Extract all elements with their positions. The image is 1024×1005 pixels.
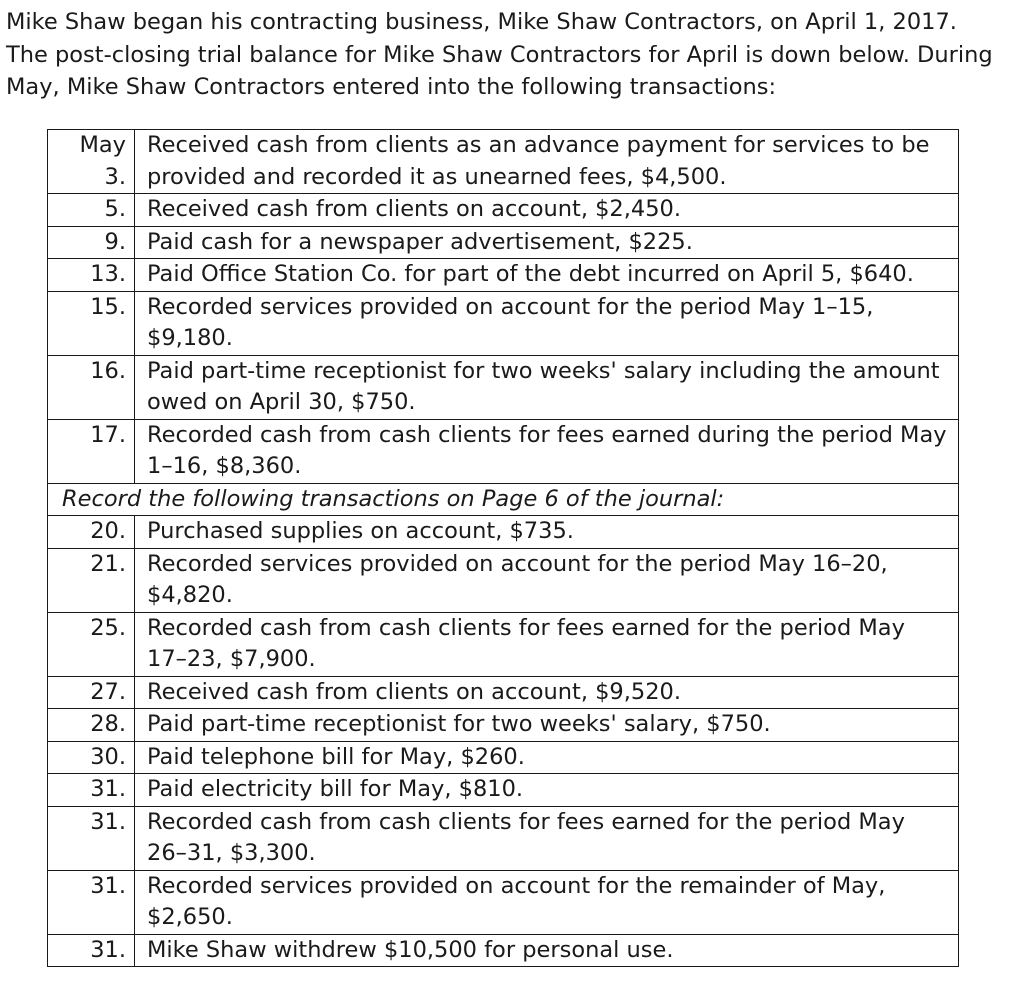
transaction-date-line: 31. xyxy=(90,808,126,835)
transaction-date-line: 3. xyxy=(104,163,126,190)
transaction-date-line: 17. xyxy=(90,421,126,448)
transaction-row xyxy=(48,259,959,292)
transaction-description-line: Paid cash for a newspaper advertisement, $225. xyxy=(147,228,693,255)
transaction-row xyxy=(48,516,959,549)
transaction-date xyxy=(48,676,135,709)
transaction-date xyxy=(48,870,135,934)
transaction-description-line: Recorded cash from cash clients for fees earned for the period May xyxy=(147,808,905,835)
transaction-description-line: Recorded cash from cash clients for fees earned for the period May xyxy=(147,614,905,641)
transaction-date-line: 16. xyxy=(90,357,126,384)
transaction-description-line: $2,650. xyxy=(147,904,233,930)
transaction-description-line: $4,820. xyxy=(147,582,233,608)
transaction-description-line: 26–31, $3,300. xyxy=(147,840,316,866)
transaction-description xyxy=(135,612,959,676)
transaction-row xyxy=(48,226,959,259)
transaction-row xyxy=(48,741,959,774)
transaction-row xyxy=(48,806,959,870)
transaction-description xyxy=(135,741,959,774)
transaction-row xyxy=(48,676,959,709)
transaction-description-line: Received cash from clients as an advance payment for services to be xyxy=(147,132,930,158)
transaction-description-line: Received cash from clients on account, $2,450. xyxy=(147,196,682,222)
transaction-date-line: 5. xyxy=(104,196,126,222)
transaction-date-line: May xyxy=(79,132,126,158)
transaction-row xyxy=(48,355,959,419)
section-row xyxy=(48,483,959,516)
transaction-date-line: 15. xyxy=(90,293,126,320)
transaction-description-line: owed on April 30, $750. xyxy=(147,389,416,415)
transaction-description xyxy=(135,548,959,612)
transaction-description xyxy=(135,676,959,709)
intro-line: The post-closing trial balance for Mike Shaw Contractors for April is down below. During xyxy=(6,41,993,68)
transaction-description xyxy=(135,355,959,419)
transaction-date xyxy=(48,548,135,612)
transaction-date xyxy=(48,355,135,419)
transaction-date xyxy=(48,130,135,194)
intro-line: May, Mike Shaw Contractors entered into the following transactions: xyxy=(6,74,777,100)
transactions-table-body xyxy=(48,130,959,967)
transaction-date xyxy=(48,259,135,292)
transaction-description-line: Paid telephone bill for May, $260. xyxy=(147,743,525,770)
transaction-date xyxy=(48,709,135,742)
transactions-table xyxy=(47,129,959,967)
transaction-date xyxy=(48,741,135,774)
transaction-description-line: Paid part-time receptionist for two weeks' salary, $750. xyxy=(147,711,771,737)
transaction-date xyxy=(48,934,135,967)
transaction-date xyxy=(48,226,135,259)
transaction-description-line: Recorded services provided on account for the remainder of May, xyxy=(147,872,886,899)
transaction-description-line: $9,180. xyxy=(147,325,233,351)
transaction-date-line: 21. xyxy=(90,550,126,577)
transaction-description-line: Recorded services provided on account for the period May 16–20, xyxy=(147,550,888,577)
transaction-description-line: 1–16, $8,360. xyxy=(147,453,302,479)
transaction-description xyxy=(135,806,959,870)
transaction-description xyxy=(135,226,959,259)
transaction-description-line: Paid Office Station Co. for part of the debt incurred on April 5, $640. xyxy=(147,261,914,287)
transaction-date xyxy=(48,194,135,227)
transaction-row xyxy=(48,194,959,227)
transaction-date-line: 31. xyxy=(90,936,126,963)
transaction-date xyxy=(48,516,135,549)
transaction-description xyxy=(135,291,959,355)
transaction-description xyxy=(135,259,959,292)
transaction-description-line: Paid part-time receptionist for two weeks' salary including the amount xyxy=(147,357,940,384)
transaction-row xyxy=(48,612,959,676)
transaction-date-line: 31. xyxy=(90,872,126,899)
transaction-row xyxy=(48,419,959,483)
transaction-description-line: Purchased supplies on account, $735. xyxy=(147,518,574,544)
transaction-description xyxy=(135,194,959,227)
transaction-date-line: 20. xyxy=(90,518,126,544)
transaction-row xyxy=(48,870,959,934)
transaction-description xyxy=(135,709,959,742)
transaction-description-line: Recorded services provided on account for the period May 1–15, xyxy=(147,293,874,320)
transaction-date xyxy=(48,419,135,483)
transaction-description xyxy=(135,419,959,483)
transaction-description xyxy=(135,130,959,194)
transaction-date-line: 31. xyxy=(90,776,126,802)
transaction-description-line: Recorded cash from cash clients for fees earned during the period May xyxy=(147,421,947,448)
section-heading: Record the following transactions on Page 6 of the journal: xyxy=(48,483,959,516)
transaction-date-line: 28. xyxy=(90,711,126,737)
transaction-row xyxy=(48,709,959,742)
intro-paragraph xyxy=(6,6,1016,104)
transaction-date-line: 9. xyxy=(104,228,126,255)
transaction-description xyxy=(135,934,959,967)
transaction-row xyxy=(48,130,959,194)
transaction-description-line: Paid electricity bill for May, $810. xyxy=(147,776,524,802)
transaction-date xyxy=(48,774,135,807)
transaction-row xyxy=(48,291,959,355)
transaction-description-line: Mike Shaw withdrew $10,500 for personal use. xyxy=(147,936,674,963)
transaction-description xyxy=(135,870,959,934)
transaction-description-line: Received cash from clients on account, $9,520. xyxy=(147,678,682,705)
transaction-row xyxy=(48,548,959,612)
transaction-description xyxy=(135,516,959,549)
transaction-row xyxy=(48,774,959,807)
intro-line: Mike Shaw began his contracting business, Mike Shaw Contractors, on April 1, 2017. xyxy=(6,9,957,35)
transaction-description-line: 17–23, $7,900. xyxy=(147,646,316,672)
transaction-date xyxy=(48,612,135,676)
transaction-date-line: 27. xyxy=(90,678,126,705)
transaction-description xyxy=(135,774,959,807)
transaction-date xyxy=(48,291,135,355)
transaction-date-line: 13. xyxy=(90,261,126,287)
transaction-date-line: 30. xyxy=(90,743,126,770)
transaction-date-line: 25. xyxy=(90,614,126,641)
transaction-row xyxy=(48,934,959,967)
transaction-description-line: provided and recorded it as unearned fees, $4,500. xyxy=(147,163,727,190)
transaction-date xyxy=(48,806,135,870)
